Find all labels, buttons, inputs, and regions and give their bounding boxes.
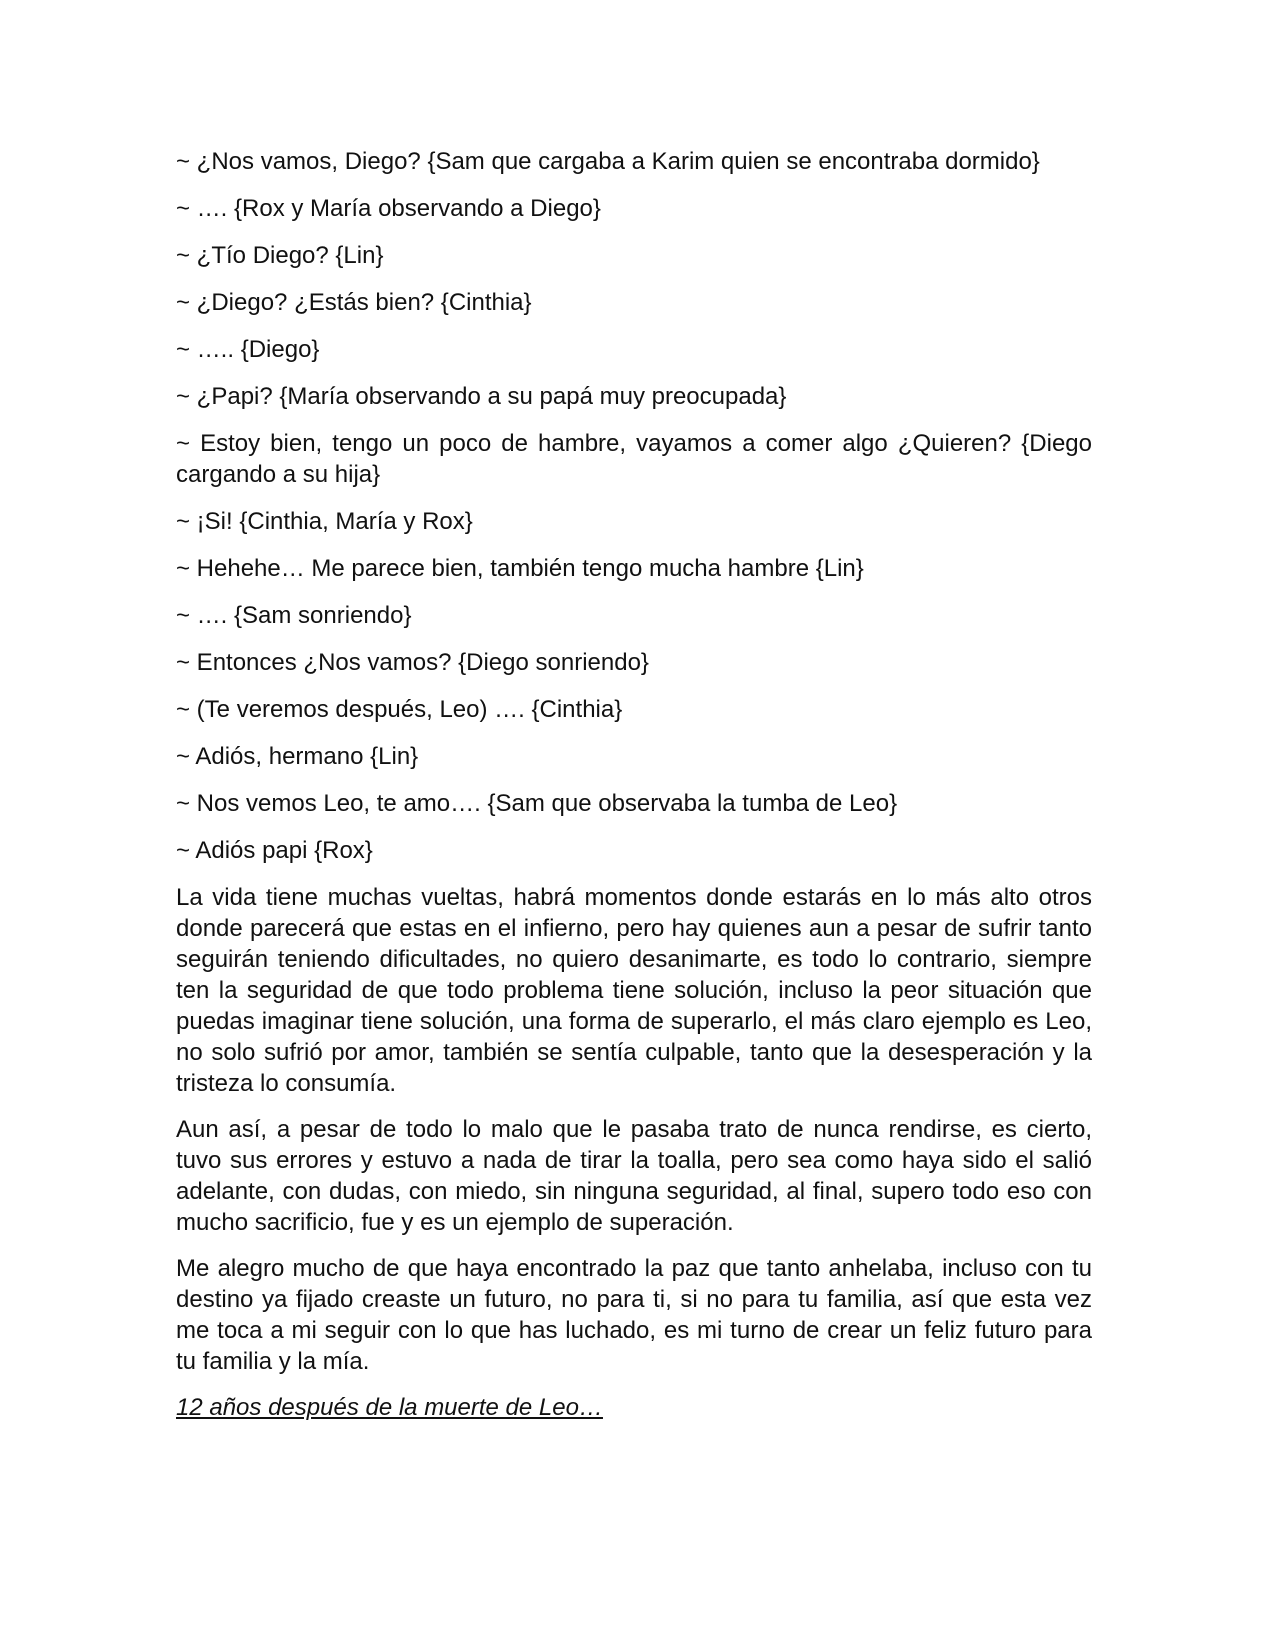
dialogue-line: ~ Hehehe… Me parece bien, también tengo mucha hambre {Lin} <box>176 555 864 582</box>
dialogue-line: ~ ¿Diego? ¿Estás bien? {Cinthia} <box>176 289 532 316</box>
dialogue-line: ~ ….. {Diego} <box>176 336 320 363</box>
dialogue-line: ~ ¿Nos vamos, Diego? {Sam que cargaba a Karim quien se encontraba dormido} <box>176 148 1040 175</box>
body-paragraph: Me alegro mucho de que haya encontrado la paz que tanto anhelaba, incluso con tu destino ya fijado creaste un futuro, no para ti, si no para tu familia, así que esta vez me toca a mi seguir con lo que has luchado, es mi turno de crear un feliz futuro para tu familia y la mía. <box>176 1255 1092 1375</box>
body-paragraph: Aun así, a pesar de todo lo malo que le pasaba trato de nunca rendirse, es cierto, tuvo sus errores y estuvo a nada de tirar la toalla, pero sea como haya sido el salió adelante, con dudas, con miedo, sin ninguna seguridad, al final, supero todo eso con mucho sacrificio, fue y es un ejemplo de superación. <box>176 1116 1092 1236</box>
dialogue-line: ~ ¿Papi? {María observando a su papá muy preocupada} <box>176 383 787 410</box>
section-heading: 12 años después de la muerte de Leo… <box>176 1394 603 1421</box>
dialogue-line: ~ Entonces ¿Nos vamos? {Diego sonriendo} <box>176 649 649 676</box>
document-page <box>176 146 1092 1423</box>
dialogue-line: ~ ¡Si! {Cinthia, María y Rox} <box>176 508 473 535</box>
dialogue-line: ~ ¿Tío Diego? {Lin} <box>176 242 384 269</box>
dialogue-line: ~ Adiós, hermano {Lin} <box>176 743 419 770</box>
dialogue-line: ~ …. {Sam sonriendo} <box>176 602 412 629</box>
body-paragraph: La vida tiene muchas vueltas, habrá momentos donde estarás en lo más alto otros donde parecerá que estas en el infierno, pero hay quienes aun a pesar de sufrir tanto seguirán teniendo dificultades, no quiero desanimarte, es todo lo contrario, siempre ten la seguridad de que todo problema tiene solución, incluso la peor situación que puedas imaginar tiene solución, una forma de superarlo, el más claro ejemplo es Leo, no solo sufrió por amor, también se sentía culpable, tanto que la desesperación y la tristeza lo consumía. <box>176 884 1092 1097</box>
dialogue-line: ~ Adiós papi {Rox} <box>176 837 373 864</box>
dialogue-line: ~ (Te veremos después, Leo) …. {Cinthia} <box>176 696 623 723</box>
dialogue-line: ~ Nos vemos Leo, te amo…. {Sam que observaba la tumba de Leo} <box>176 790 898 817</box>
dialogue-line: ~ …. {Rox y María observando a Diego} <box>176 195 601 222</box>
dialogue-line: ~ Estoy bien, tengo un poco de hambre, vayamos a comer algo ¿Quieren? {Diego cargando a su hija} <box>176 430 1092 488</box>
